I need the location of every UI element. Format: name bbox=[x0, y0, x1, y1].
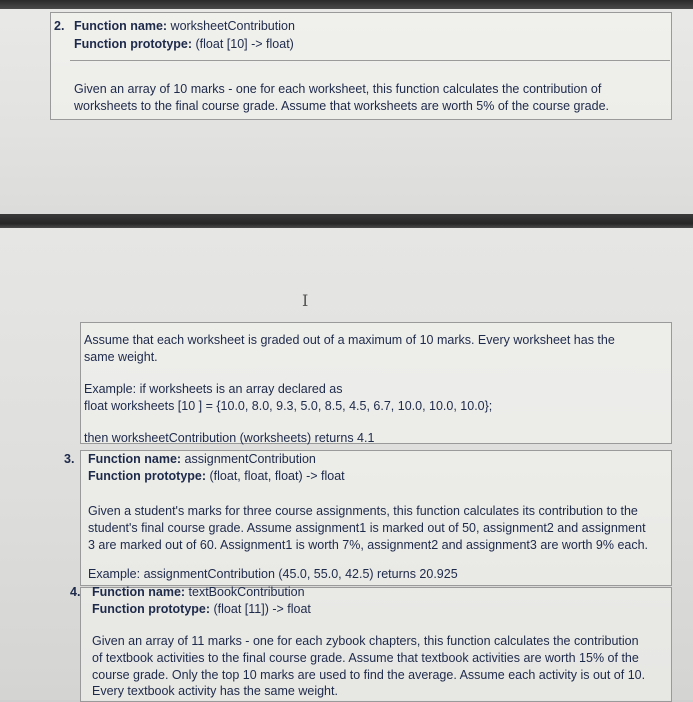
section-4-function-name: Function name: textBookContribution bbox=[92, 585, 305, 599]
section-2-function-name: Function name: worksheetContribution bbox=[74, 19, 295, 33]
example-line-2: float worksheets [10 ] = {10.0, 8.0, 9.3, 5.0, 8.5, 4.5, 6.7, 10.0, 10.0, 10.0}; bbox=[84, 399, 493, 413]
section-2-function-prototype: Function prototype: (float [10] -> float) bbox=[74, 37, 294, 51]
section-4-number: 4. bbox=[70, 585, 81, 599]
example-line-1: Example: if worksheets is an array declared as bbox=[84, 382, 343, 396]
section-2-number: 2. bbox=[54, 19, 65, 33]
section-4-description-line-1: Given an array of 11 marks - one for each zybook chapters, this function calculates the contribution bbox=[92, 634, 639, 648]
section-4-description-line-3: course grade. Only the top 10 marks are used to find the average. Assume each activity is out of 10. bbox=[92, 668, 646, 682]
section-3-function-prototype: Function prototype: (float, float, float) -> float bbox=[88, 469, 345, 483]
text-cursor-icon: I bbox=[302, 291, 309, 310]
continued-line-1: Assume that each worksheet is graded out of a maximum of 10 marks. Every worksheet has the bbox=[84, 333, 615, 347]
section-4-description-line-2: of textbook activities to the final course grade. Assume that textbook activities are worth 15% of the bbox=[92, 651, 639, 665]
example-result-line: then worksheetContribution (worksheets) returns 4.1 bbox=[84, 431, 375, 445]
continued-line-2: same weight. bbox=[84, 350, 158, 364]
section-3-description-line-2: student's final course grade. Assume assignment1 is marked out of 50, assignment2 and assignment bbox=[88, 521, 646, 535]
section-2-divider bbox=[70, 60, 670, 61]
section-3-description-line-3: 3 are marked out of 60. Assignment1 is worth 7%, assignment2 and assignment3 are worth 9% each. bbox=[88, 538, 649, 552]
section-3-number: 3. bbox=[64, 452, 75, 466]
section-4-function-prototype: Function prototype: (float [11]) -> float bbox=[92, 602, 311, 616]
top-screen-edge bbox=[0, 0, 693, 9]
section-3-description-line-1: Given a student's marks for three course assignments, this function calculates its contribution to the bbox=[88, 504, 638, 518]
section-3-function-name: Function name: assignmentContribution bbox=[88, 452, 316, 466]
section-2-description-line-2: worksheets to the final course grade. Assume that worksheets are worth 5% of the course grade. bbox=[74, 99, 610, 113]
section-3-example: Example: assignmentContribution (45.0, 55.0, 42.5) returns 20.925 bbox=[88, 567, 458, 581]
section-2-description-line-1: Given an array of 10 marks - one for each worksheet, this function calculates the contribution of bbox=[74, 82, 602, 96]
section-4-description-line-4: Every textbook activity has the same weight. bbox=[92, 684, 338, 698]
